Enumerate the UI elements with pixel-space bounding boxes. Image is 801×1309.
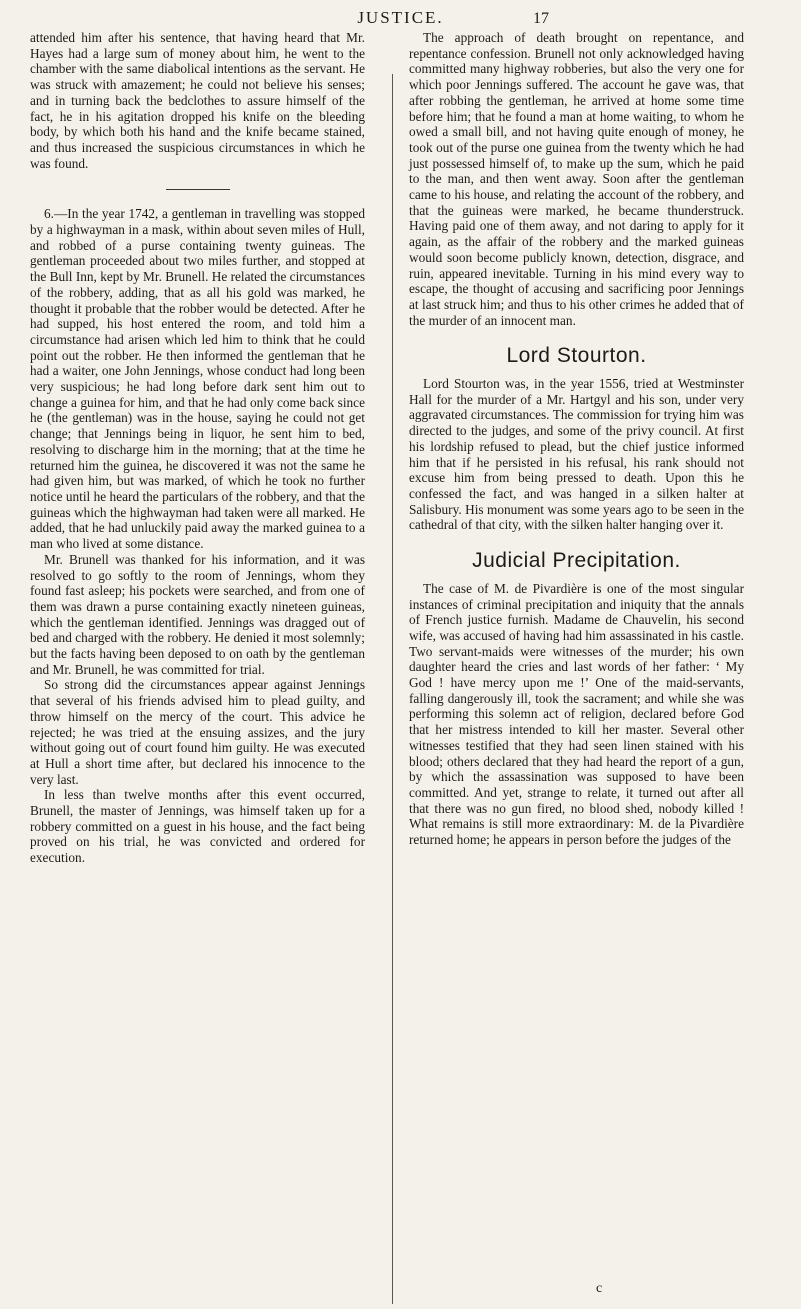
page-header xyxy=(0,6,801,32)
left-column xyxy=(30,30,365,866)
section-heading: Lord Stourton. xyxy=(506,344,647,368)
paragraph: attended him after his sentence, that having heard that Mr. Hayes had a large sum of money about him, he went to the chamber with the same diabolical intentions as the servant. He was struck with amazement; he could not believe his senses; and in turning back the bedclothes to assure himself of the fact, he in his agitation dropped his knife on the bleeding body, by which both his hand and the knife became stained, and thus increased the suspicious circumstances in which he was found. xyxy=(30,30,365,171)
right-column xyxy=(409,30,744,848)
paragraph: In less than twelve months after this event occurred, Brunell, the master of Jennings, was himself taken up for a robbery committed on a guest in his house, and the fact being proved on his trial, he was convicted and ordered for execution. xyxy=(30,787,365,866)
column-divider xyxy=(392,74,393,1304)
paragraph: Mr. Brunell was thanked for his information, and it was resolved to go softly to the room of Jennings, whom they found fast asleep; his pockets were searched, and from one of them was drawn a purse containing exactly nineteen guineas, which the gentleman identified. Jennings was dragged out of bed and charged with the robbery. He denied it most solemnly; but the facts having been deposed to on oath by the gentleman and Mr. Brunell, he was committed for trial. xyxy=(30,551,365,677)
paragraph: The approach of death brought on repentance, and repentance confession. Brunell not only acknowledged having committed many highway robberies, but also the very one for which poor Jennings suffered. The account he gave was, that after robbing the gentleman, he arrived at home some time before him; that he found a man at home waiting, to whom he owed a small bill, and not having quite enough of money, he took out of the purse one guinea from the twenty which he had just possessed himself of, to make up the sum, which he paid to the man, and then went away. Soon after the gentleman came to his house, and relating the account of the robbery, and that the guineas were marked, he became thunderstruck. Having paid one of them away, and not daring to apply for it again, as the affair of the robbery and the marked guineas would soon become publicly known, detection, disgrace, and ruin, appeared inevitable. Turning in his mind every way to escape, the thought of accusing and sacrificing poor Jennings at last struck him; and thus to his other crimes he added that of the murder of an innocent man. xyxy=(409,30,744,328)
paragraph: So strong did the circumstances appear against Jennings that several of his friends advised him to plead guilty, and throw himself on the mercy of the court. This advice he rejected; he was tried at the ensuing assizes, and the jury without going out of court found him guilty. He was executed at Hull a short time after, but declared his innocence to the very last. xyxy=(30,677,365,787)
section-heading: Judicial Precipitation. xyxy=(472,549,681,573)
signature-mark: c xyxy=(596,1281,603,1296)
running-head: JUSTICE. xyxy=(357,8,444,27)
paragraph: The case of M. de Pivardière is one of the most singular instances of criminal precipitation and iniquity that the annals of French justice furnish. Madame de Chauvelin, his second wife, was accused of having had him assassinated in his castle. Two servant-maids were witnesses of the murder; his own daughter heard the cries and last words of her father: ‘ My God ! have mercy upon me !’ One of the maid-servants, falling dangerously ill, took the sacrament; and while she was performing this solemn act of religion, declared before God that her mistress intended to kill her master. Several other witnesses testified that they had seen linen stained with his blood; others declared that they had heard the report of a gun, by which the assassination was supposed to have been committed. And yet, strange to relate, it turned out after all that there was no gun fired, no blood shed, nobody killed ! What remains is still more extraordinary: M. de la Pivardière returned home; he appears in person before the judges of the xyxy=(409,580,744,848)
paragraph: Lord Stourton was, in the year 1556, tried at Westminster Hall for the murder of a Mr. Hartgyl and his son, under very aggravated circumstances. The commission for trying him was directed to the judges, and some of the privy council. At first his lordship refused to plead, but the chief justice informed him that if he persisted in his refusal, his rank should not excuse him from being pressed to death. Upon this he confessed the fact, and was hanged in a silken halter at Salisbury. His monument was some years ago to be seen in the cathedral of that city, with the silken halter hanging over it. xyxy=(409,376,744,533)
section-divider xyxy=(166,189,230,190)
page-number: 17 xyxy=(533,10,549,27)
paragraph: 6.—In the year 1742, a gentleman in travelling was stopped by a highwayman in a mask, within about seven miles of Hull, and robbed of a purse containing twenty guineas. The gentleman proceeded about two miles further, and stopped at the Bull Inn, kept by Mr. Brunell. He related the circumstances of the robbery, adding, that as all his gold was marked, he thought it probable that the robber would be detected. After he had supped, his host entered the room, and told him a circumstance had arisen which led him to think that he could point out the robber. He then informed the gentleman that he had a waiter, one John Jennings, whose conduct had long been very suspicious; he had long before dark sent him out to change a guinea for him, and that he had only come back since he (the gentleman) was in the house, saying he could not get change; that Jennings being in liquor, he sent him to bed, resolving to discharge him in the morning; that at the time he returned him the guinea, he discovered it was not the same he had given him, but was marked, of which he took no further notice until he heard the particulars of the robbery, and that the guineas which the highwayman had taken were all marked. He added, that he had unluckily paid away the marked guinea to a man who lived at some distance. xyxy=(30,206,365,552)
